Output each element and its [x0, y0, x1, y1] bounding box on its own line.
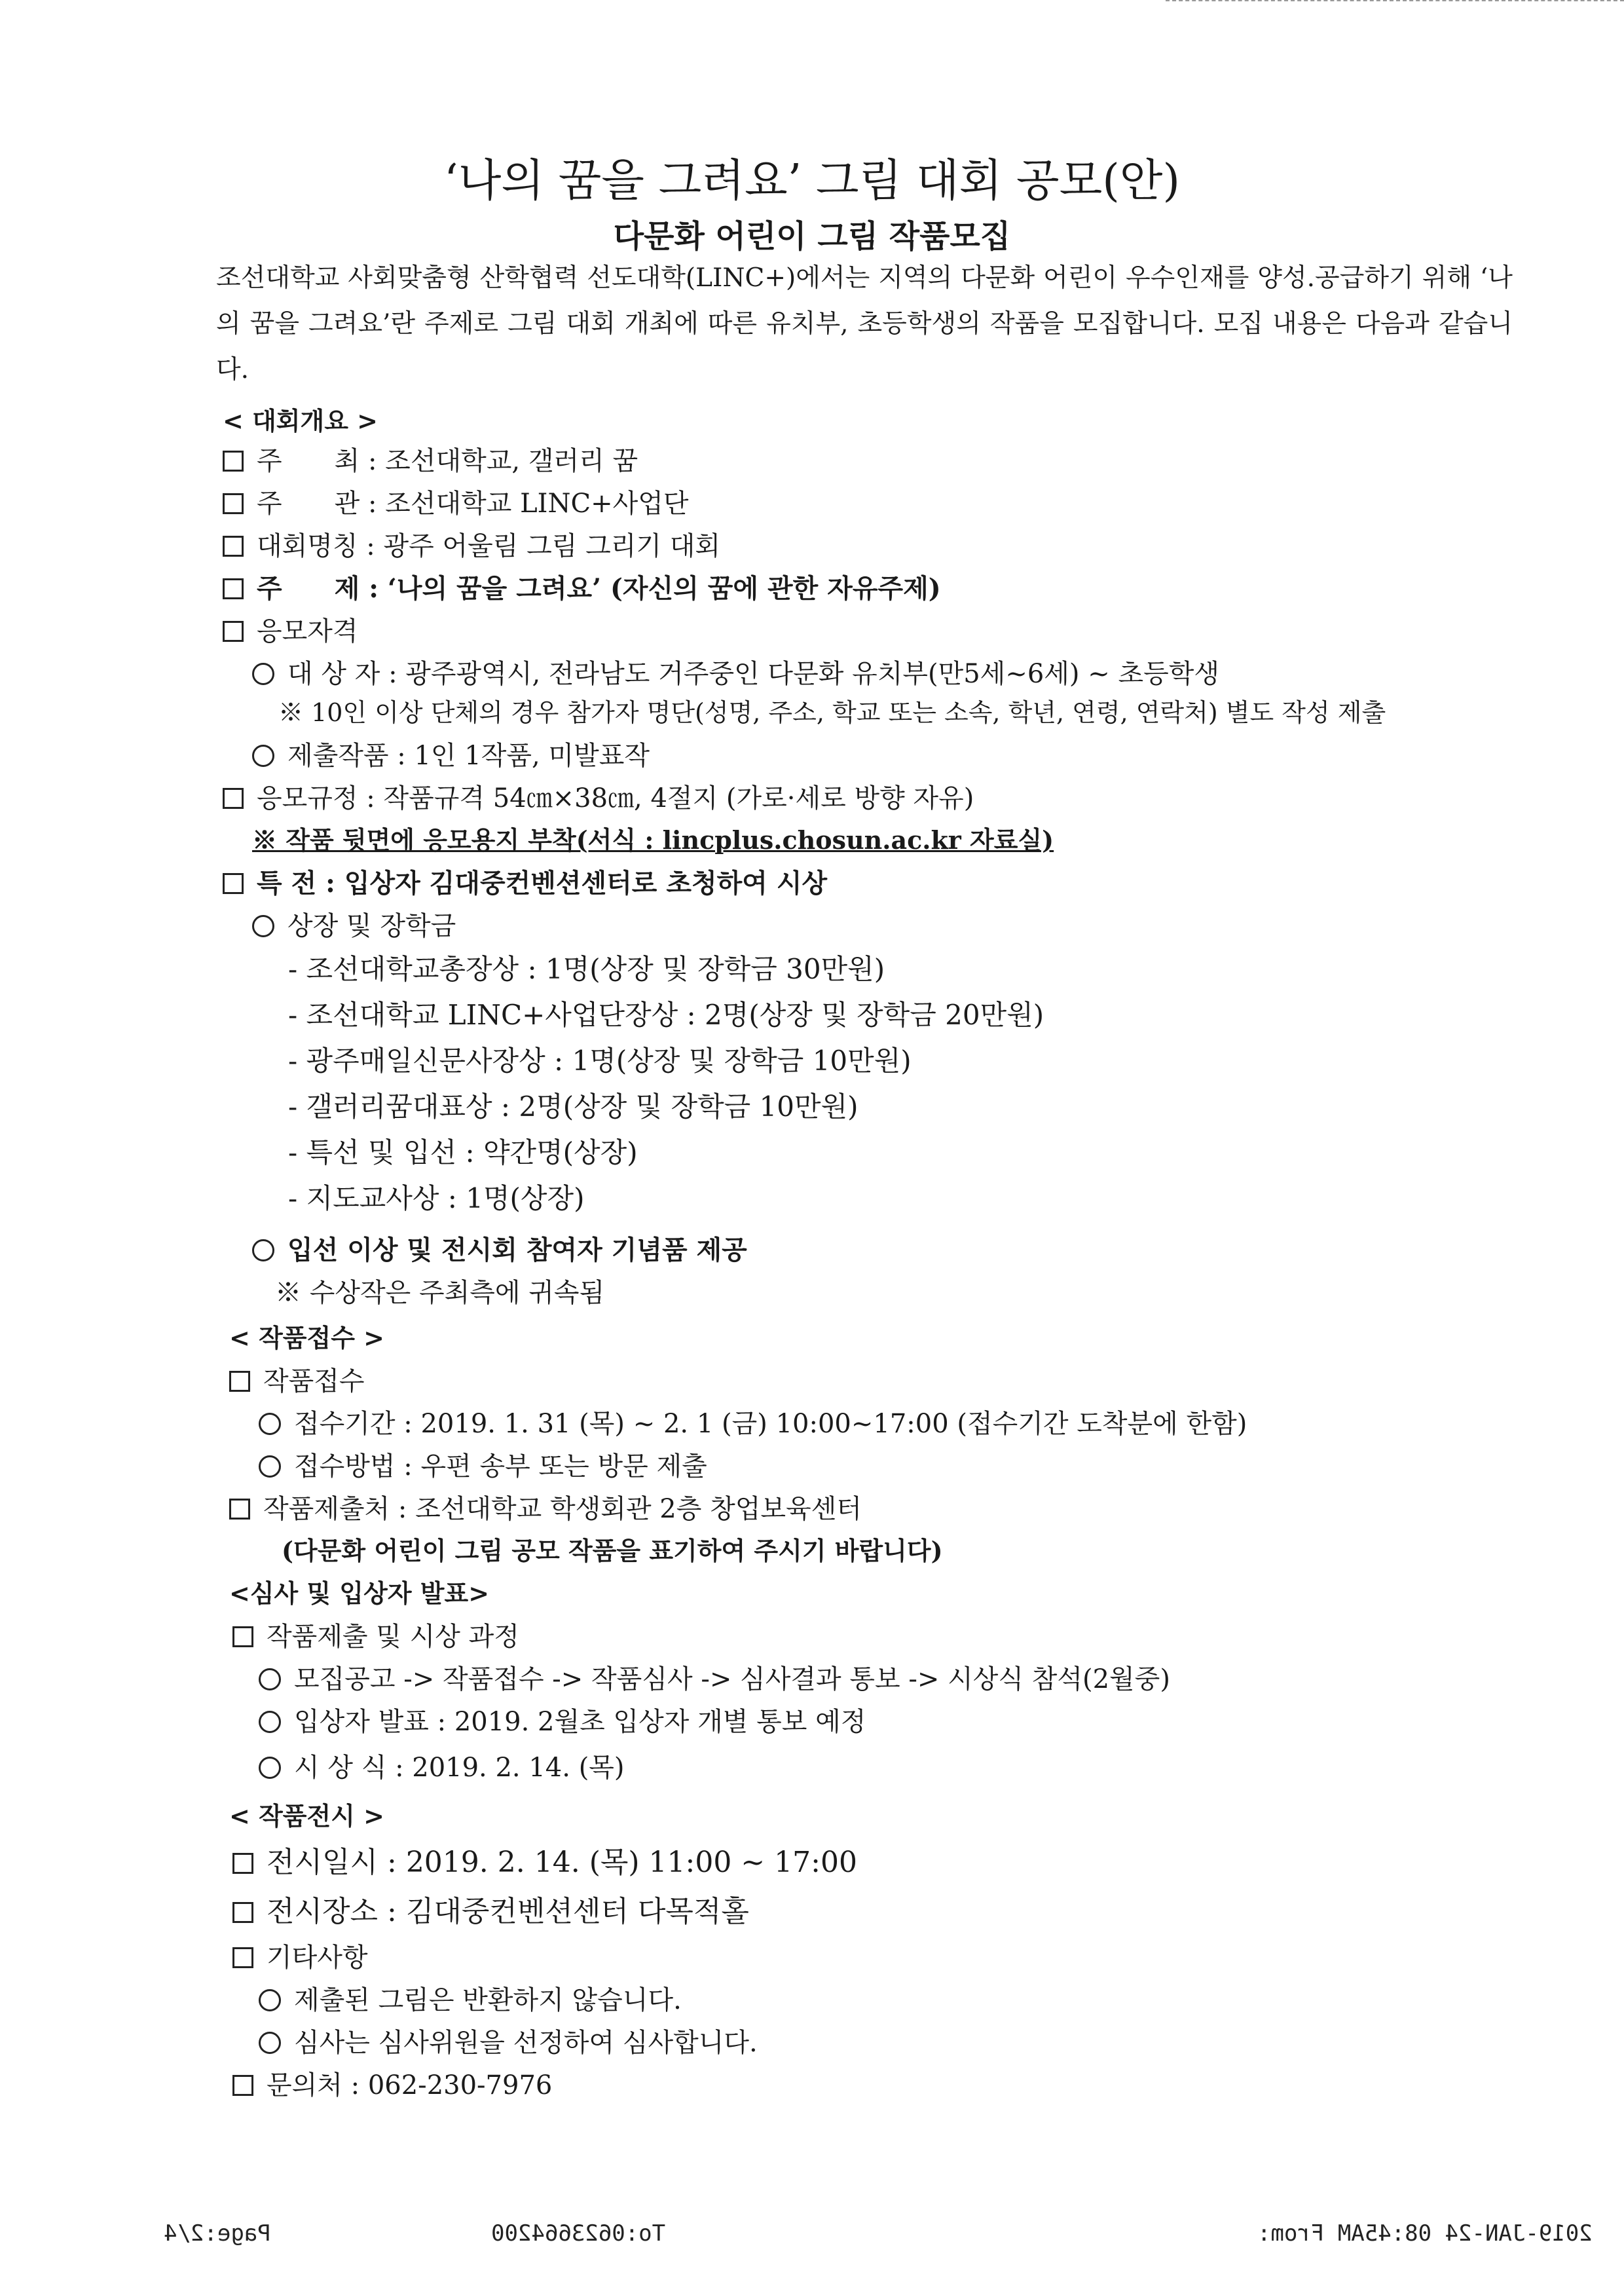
section-header-overview: < 대회개요 > [223, 406, 378, 436]
award-president: - 조선대학교총장상 : 1명(상장 및 장학금 30만원) [288, 953, 885, 985]
document-title: ‘나의 꿈을 그려요’ 그림 대회 공모(안) [444, 155, 1180, 207]
list-item-awards: 상장 및 장학금 [252, 905, 456, 942]
list-item-process-flow: 모집공고 -> 작품접수 -> 작품심사 -> 심사결과 통보 -> 시상식 참석(2월중) [259, 1658, 1170, 1696]
circle-bullet-icon [259, 2032, 281, 2054]
fax-footer-page: Page:2/4 [164, 2220, 271, 2247]
checkbox-icon [223, 621, 244, 642]
list-item-receipt-method: 접수방법 : 우편 송부 또는 방문 제출 [259, 1446, 707, 1483]
award-gallery: - 갤러리꿈대표상 : 2명(상장 및 장학금 10만원) [288, 1091, 858, 1123]
list-item-eligibility: 응모자격 [223, 610, 358, 648]
note-attach-form: ※ 작품 뒷면에 응모용지 부착(서식 : lincplus.chosun.ac.kr 자료실) [252, 825, 1054, 855]
list-item-organizer: 주 관 : 조선대학교 LINC+사업단 [223, 483, 689, 520]
circle-bullet-icon [259, 1668, 281, 1690]
list-item-rules: 응모규정 : 작품규격 54㎝×38㎝, 4절지 (가로·세로 방향 자유) [223, 777, 974, 815]
list-item-no-return: 제출된 그림은 반환하지 않습니다. [259, 1979, 682, 2017]
note-group-list: ※ 10인 이상 단체의 경우 참가자 명단(성명, 주소, 학교 또는 소속, 학년, 연령, 연락처) 별도 작성 제출 [278, 698, 1386, 727]
fax-header-mark [1166, 0, 1624, 4]
document-subtitle: 다문화 어린이 그림 작품모집 [613, 218, 1011, 255]
checkbox-icon [223, 536, 244, 557]
checkbox-icon [229, 1371, 250, 1392]
award-special: - 특선 및 입선 : 약간명(상장) [288, 1136, 638, 1168]
section-header-receipt: < 작품접수 > [229, 1323, 384, 1353]
list-item-theme: 주 제 : ‘나의 꿈을 그려요’ (자신의 꿈에 관한 자유주제) [223, 568, 941, 605]
list-item-winners: 입상자 발표 : 2019. 2월초 입상자 개별 통보 예정 [259, 1701, 866, 1738]
checkbox-icon [229, 1499, 250, 1520]
checkbox-icon [232, 1947, 253, 1968]
list-item-contact: 문의처 : 062-230-7976 [232, 2064, 552, 2102]
list-item-benefit: 특 전 : 입상자 김대중컨벤션센터로 초청하여 시상 [223, 863, 827, 900]
list-item-contest-name: 대회명칭 : 광주 어울림 그림 그리기 대회 [223, 525, 720, 563]
section-header-exhibition: < 작품전시 > [229, 1801, 384, 1831]
circle-bullet-icon [259, 1711, 281, 1733]
list-item-submit-place: 작품제출처 : 조선대학교 학생회관 2층 창업보육센터 [229, 1488, 862, 1525]
circle-bullet-icon [259, 1989, 281, 2011]
checkbox-icon [223, 451, 244, 472]
checkbox-icon [223, 493, 244, 514]
award-newspaper: - 광주매일신문사장상 : 1명(상장 및 장학금 10만원) [288, 1045, 912, 1077]
circle-bullet-icon [259, 1757, 281, 1779]
list-item-judges: 심사는 심사위원을 선정하여 심사합니다. [259, 2022, 758, 2059]
checkbox-icon [232, 2075, 253, 2096]
checkbox-icon [223, 788, 244, 809]
section-header-judging: <심사 및 입상자 발표> [229, 1578, 490, 1608]
checkbox-icon [232, 1902, 253, 1923]
list-item-misc: 기타사항 [232, 1937, 368, 1974]
fax-footer-to: To:0623664200 [491, 2220, 666, 2247]
list-item-receipt: 작품접수 [229, 1360, 365, 1398]
checkbox-icon [232, 1626, 253, 1647]
list-item-target: 대 상 자 : 광주광역시, 전라남도 거주중인 다문화 유치부(만5세~6세) ~ 초등학생 [252, 653, 1219, 690]
note-ownership: ※ 수상작은 주최측에 귀속됨 [275, 1278, 605, 1308]
circle-bullet-icon [252, 745, 274, 767]
checkbox-icon [223, 873, 244, 894]
circle-bullet-icon [252, 915, 274, 937]
circle-bullet-icon [252, 663, 274, 685]
intro-paragraph: 조선대학교 사회맞춤형 산학협력 선도대학(LINC+)에서는 지역의 다문화 어린이 우수인재를 양성.공급하기 위해 ‘나의 꿈을 그려요’란 주제로 그림 대회 개최에 따른 유치부, 초등학생의 작품을 모집합니다. 모집 내용은 다음과 같습니다. [216, 263, 1513, 384]
list-item-submission: 제출작품 : 1인 1작품, 미발표작 [252, 735, 650, 772]
award-teacher: - 지도교사상 : 1명(상장) [288, 1182, 585, 1214]
checkbox-icon [232, 1853, 253, 1874]
fax-footer-from: 2019-JAN-24 08:45AM From: [1257, 2220, 1593, 2247]
list-item-ceremony: 시 상 식 : 2019. 2. 14. (목) [259, 1747, 625, 1784]
list-item-souvenir: 입선 이상 및 전시회 참여자 기념품 제공 [252, 1229, 747, 1267]
list-item-exhibit-place: 전시장소 : 김대중컨벤션센터 다목적홀 [232, 1888, 749, 1930]
circle-bullet-icon [259, 1455, 281, 1478]
list-item-exhibit-date: 전시일시 : 2019. 2. 14. (목) 11:00 ~ 17:00 [232, 1838, 857, 1880]
list-item-process: 작품제출 및 시상 과정 [232, 1616, 519, 1653]
award-linc-director: - 조선대학교 LINC+사업단장상 : 2명(상장 및 장학금 20만원) [288, 999, 1044, 1031]
note-label-works: (다문화 어린이 그림 공모 작품을 표기하여 주시기 바랍니다) [282, 1536, 943, 1565]
checkbox-icon [223, 578, 244, 599]
list-item-host: 주 최 : 조선대학교, 갤러리 꿈 [223, 440, 638, 477]
circle-bullet-icon [252, 1239, 274, 1261]
list-item-receipt-period: 접수기간 : 2019. 1. 31 (목) ~ 2. 1 (금) 10:00~17:00 (접수기간 도착분에 한함) [259, 1403, 1247, 1440]
circle-bullet-icon [259, 1413, 281, 1435]
